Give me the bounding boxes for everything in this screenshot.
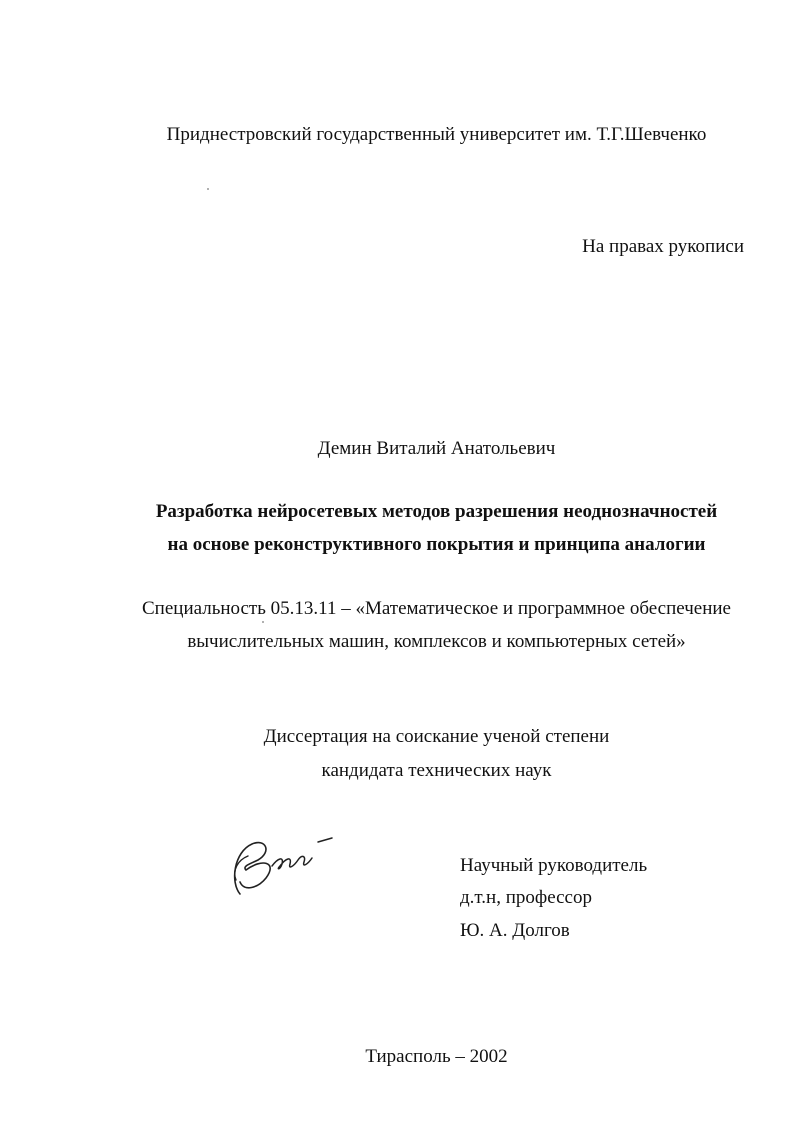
degree-line-1: Диссертация на соискание ученой степени — [263, 726, 610, 747]
dissertation-title-line-1: Разработка нейросетевых методов разрешения неоднозначностей — [155, 501, 718, 522]
supervisor-role: Научный руководитель — [460, 855, 648, 876]
specialty-line-1: Специальность 05.13.11 – «Математическое и программное обеспечение — [142, 598, 731, 619]
city-year: Тирасполь – 2002 — [365, 1046, 508, 1067]
scan-speck — [207, 188, 209, 190]
scan-speck — [262, 621, 264, 623]
specialty-line-2: вычислительных машин, комплексов и компьютерных сетей» — [187, 631, 686, 652]
author-signature — [222, 822, 342, 902]
degree-line-2: кандидата технических наук — [321, 760, 552, 781]
rights-note: На правах рукописи — [582, 236, 744, 257]
author-name: Демин Виталий Анатольевич — [317, 438, 556, 459]
supervisor-rank: д.т.н, профессор — [460, 887, 592, 908]
supervisor-name: Ю. А. Долгов — [460, 920, 570, 941]
university-name: Приднестровский государственный университет им. Т.Г.Шевченко — [166, 124, 707, 145]
dissertation-title-line-2: на основе реконструктивного покрытия и принципа аналогии — [167, 534, 706, 555]
